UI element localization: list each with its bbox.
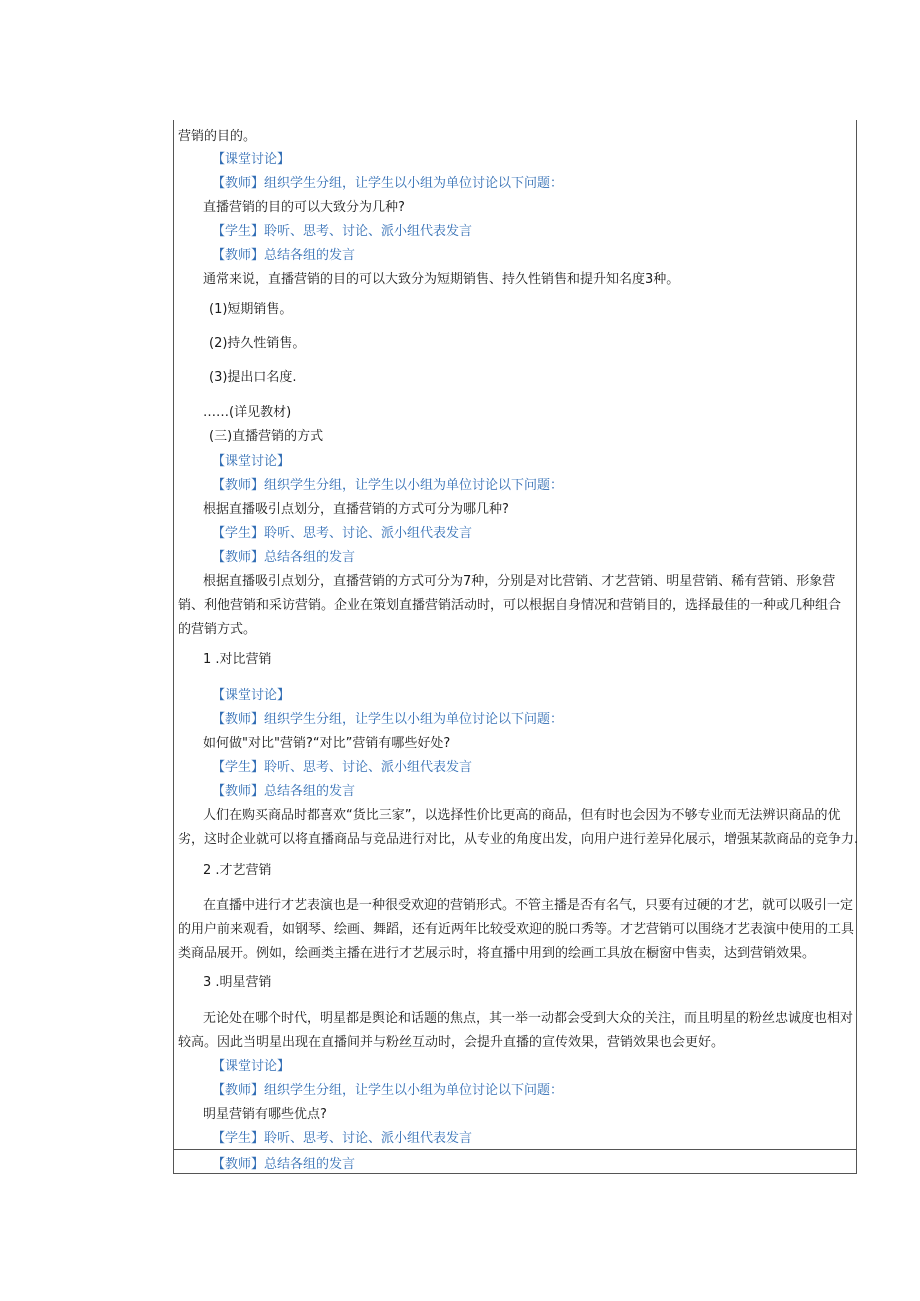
paragraph-line: 在直播中进行才艺表演也是一种很受欢迎的营销形式。不管主播是否有名气，只要有过硬的才艺，就可以吸引一定 bbox=[203, 898, 854, 913]
paragraph-line: ……(详见教材) bbox=[203, 405, 292, 420]
teacher-summary: 【教师】总结各组的发言 bbox=[212, 248, 356, 263]
discussion-heading: 【课堂讨论】 bbox=[212, 1059, 291, 1074]
discussion-heading: 【课堂讨论】 bbox=[212, 454, 291, 469]
paragraph-line: 的用户前来观看，如钢琴、绘画、舞蹈，还有近两年比较受欢迎的脱口秀等。才艺营销可以围绕才艺表演中使用的工具 bbox=[178, 922, 855, 937]
teacher-instruction: 【教师】组织学生分组，让学生以小组为单位讨论以下问题： bbox=[212, 1083, 564, 1098]
subsection-heading: 2 .才艺营销 bbox=[203, 863, 272, 878]
list-item: (3)提出口名度. bbox=[209, 370, 297, 385]
subsection-heading: 1 .对比营销 bbox=[203, 652, 272, 667]
student-activity: 【学生】聆听、思考、讨论、派小组代表发言 bbox=[212, 526, 473, 541]
teacher-summary: 【教师】总结各组的发言 bbox=[212, 550, 356, 565]
paragraph-line: 营销的目的。 bbox=[178, 129, 257, 144]
subsection-heading: 3 .明星营销 bbox=[203, 975, 272, 990]
discussion-question: 根据直播吸引点划分，直播营销的方式可分为哪几种? bbox=[203, 502, 509, 517]
discussion-question: 如何做"对比"营销?“对比”营销有哪些好处? bbox=[203, 736, 451, 751]
teacher-summary: 【教师】总结各组的发言 bbox=[212, 784, 356, 799]
paragraph-line: 根据直播吸引点划分，直播营销的方式可分为7种，分别是对比营销、才艺营销、明星营销、稀有营销、形象营 bbox=[203, 574, 836, 589]
teacher-instruction: 【教师】组织学生分组，让学生以小组为单位讨论以下问题： bbox=[212, 712, 564, 727]
paragraph-line: 的营销方式。 bbox=[178, 622, 257, 637]
discussion-heading: 【课堂讨论】 bbox=[212, 152, 291, 167]
list-item: (1)短期销售。 bbox=[209, 302, 293, 317]
student-activity: 【学生】聆听、思考、讨论、派小组代表发言 bbox=[212, 760, 473, 775]
discussion-heading: 【课堂讨论】 bbox=[212, 688, 291, 703]
student-activity: 【学生】聆听、思考、讨论、派小组代表发言 bbox=[212, 224, 473, 239]
paragraph-line: 类商品展开。例如，绘画类主播在进行才艺展示时，将直播中用到的绘画工具放在橱窗中售卖，达到营销效果。 bbox=[178, 946, 816, 961]
paragraph-line: 较高。因此当明星出现在直播间并与粉丝互动时，会提升直播的宣传效果，营销效果也会更好。 bbox=[178, 1035, 725, 1050]
teacher-summary: 【教师】总结各组的发言 bbox=[212, 1157, 356, 1172]
list-item: (2)持久性销售。 bbox=[209, 336, 306, 351]
teacher-instruction: 【教师】组织学生分组，让学生以小组为单位讨论以下问题： bbox=[212, 176, 564, 191]
section-heading: (三)直播营销的方式 bbox=[209, 429, 324, 444]
discussion-question: 直播营销的目的可以大致分为几种? bbox=[203, 200, 405, 215]
paragraph-line: 无论处在哪个时代，明星都是舆论和话题的焦点，其一举一动都会受到大众的关注，而且明星的粉丝忠诚度也相对 bbox=[203, 1011, 854, 1026]
paragraph-line: 人们在购买商品时都喜欢“货比三家”，以选择性价比更高的商品，但有时也会因为不够专业而无法辨识商品的优 bbox=[203, 808, 841, 823]
table-row-divider bbox=[173, 1149, 857, 1150]
paragraph-line: 销、利他营销和采访营销。企业在策划直播营销活动时，可以根据自身情况和营销目的，选择最佳的一种或几种组合 bbox=[178, 598, 842, 613]
paragraph-line: 劣，这时企业就可以将直播商品与竞品进行对比，从专业的角度出发，向用户进行差异化展示，增强某款商品的竞争力. bbox=[178, 832, 859, 847]
paragraph-line: 通常来说，直播营销的目的可以大致分为短期销售、持久性销售和提升知名度3种。 bbox=[203, 272, 680, 287]
discussion-question: 明星营销有哪些优点? bbox=[203, 1107, 327, 1122]
student-activity: 【学生】聆听、思考、讨论、派小组代表发言 bbox=[212, 1131, 473, 1146]
teacher-instruction: 【教师】组织学生分组，让学生以小组为单位讨论以下问题： bbox=[212, 478, 564, 493]
